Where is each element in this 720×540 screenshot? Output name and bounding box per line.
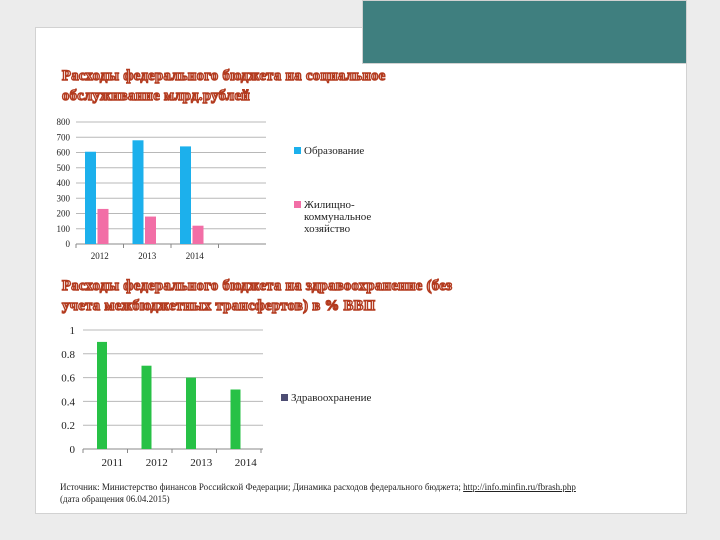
chart1-legend-label-1: Жилищно-коммунальное хозяйство — [304, 199, 372, 235]
chart2-bar — [231, 390, 241, 450]
chart2-legend-label-0: Здравоохранение — [291, 392, 372, 404]
chart2-y-tick: 0.6 — [61, 372, 75, 385]
chart1-y-tick: 300 — [56, 193, 70, 204]
chart1-title: Расходы федерального бюджета на социальное обслуживание млрд.рублей — [62, 68, 386, 104]
chart1-y-tick: 800 — [56, 117, 70, 127]
chart2-x-tick-label: 2014 — [234, 457, 257, 469]
chart1-legend-swatch-0 — [294, 147, 301, 154]
chart2-y-tick: 0.8 — [61, 348, 75, 361]
source-note — [60, 481, 660, 505]
chart2-bar — [186, 378, 196, 449]
chart2-legend-swatch-0 — [281, 394, 288, 401]
chart2-y-tick: 0.4 — [61, 396, 75, 409]
source-date: (дата обращения 06.04.2015) — [60, 494, 170, 504]
source-text: Источник: Министерство финансов Российской Федерации; Динамика расходов федерального бюджета; — [60, 482, 461, 492]
chart1-y-tick: 200 — [56, 208, 70, 219]
chart1-x-tick-label: 2014 — [185, 251, 204, 261]
chart2-y-tick: 1 — [69, 325, 75, 337]
chart1-legend-swatch-1 — [294, 201, 301, 208]
chart1-y-tick: 600 — [56, 147, 70, 158]
chart1-y-tick: 0 — [65, 239, 70, 249]
chart1-legend-label-0: Образование — [304, 145, 365, 157]
chart2-x-tick-label: 2013 — [190, 457, 213, 469]
chart2-title: Расходы федерального бюджета на здравоохранение (без учета межбюджетных трансфертов) в % ВВП — [62, 278, 453, 314]
chart2-x-tick-label: 2011 — [101, 457, 124, 469]
chart2-bar — [97, 342, 107, 449]
chart1-y-tick: 700 — [56, 132, 70, 143]
chart1-x-tick-label: 2013 — [138, 251, 157, 261]
chart1-y-tick: 400 — [56, 178, 70, 188]
chart2-y-tick: 0.2 — [61, 420, 75, 433]
chart2-y-tick: 0 — [69, 444, 75, 456]
source-link[interactable]: http://info.minfin.ru/fbrash.php — [463, 482, 576, 492]
chart2-bar — [142, 366, 152, 449]
chart1-x-tick-label: 2012 — [90, 251, 109, 261]
chart1-y-tick: 100 — [56, 223, 70, 234]
chart1-y-tick: 500 — [56, 162, 70, 173]
chart2-x-tick-label: 2012 — [145, 457, 168, 469]
